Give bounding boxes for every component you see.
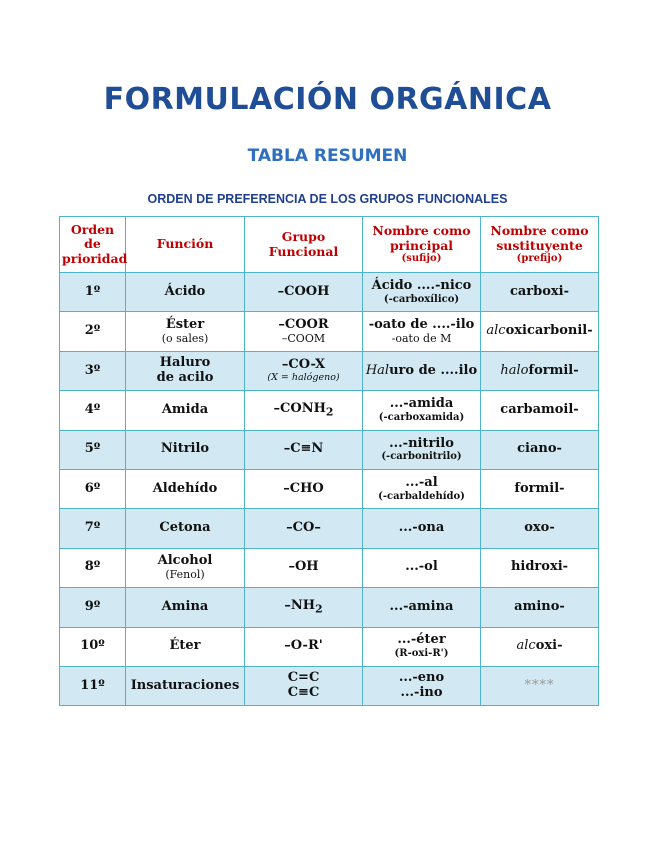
cell-grupo: –OH <box>245 548 363 587</box>
cell-sustituyente: carbamoil- <box>481 391 599 430</box>
cell-principal: Haluro de ....ilo <box>363 351 481 390</box>
cell-principal: Ácido ....-nico (-carboxílico) <box>363 273 481 312</box>
table-row <box>60 351 599 390</box>
cell-funcion: Alcohol (Fenol) <box>126 548 245 587</box>
cell-grupo: –CO– <box>245 509 363 548</box>
cell-grupo: –CO-X (X = halógeno) <box>245 351 363 390</box>
table-row <box>60 273 599 312</box>
cell-principal: ...-nitrilo (-carbonitrilo) <box>363 430 481 469</box>
cell-grupo: $-CONH_2$ <box>245 391 363 430</box>
cell-funcion: Aldehído <box>126 469 245 508</box>
header-orden: Orden de prioridad <box>60 217 126 273</box>
cell-orden: 10º <box>60 627 126 666</box>
table-row <box>60 430 599 469</box>
cell-funcion: Ácido <box>126 273 245 312</box>
cell-funcion: Éter <box>126 627 245 666</box>
table-row <box>60 391 599 430</box>
cell-funcion: Cetona <box>126 509 245 548</box>
cell-principal: -oato de ....-ilo -oato de M <box>363 312 481 351</box>
cell-funcion: Amina <box>126 588 245 627</box>
cell-orden: 5º <box>60 430 126 469</box>
cell-orden: 3º <box>60 351 126 390</box>
table-row <box>60 588 599 627</box>
table-row <box>60 469 599 508</box>
header-sustituyente: Nombre como sustituyente (prefijo) <box>481 217 599 273</box>
cell-orden: 6º <box>60 469 126 508</box>
cell-grupo: –COOH <box>245 273 363 312</box>
cell-orden: 1º <box>60 273 126 312</box>
page-subtitle: TABLA RESUMEN <box>247 146 408 166</box>
section-heading: ORDEN DE PREFERENCIA DE LOS GRUPOS FUNCIONALES <box>147 192 508 206</box>
cell-orden: 4º <box>60 391 126 430</box>
cell-grupo: C=C C≡C <box>245 666 363 705</box>
cell-sustituyente: oxo- <box>481 509 599 548</box>
cell-principal: ...-eno ...-ino <box>363 666 481 705</box>
cell-principal: ...-ona <box>363 509 481 548</box>
table-row <box>60 548 599 587</box>
cell-funcion: Insaturaciones <box>126 666 245 705</box>
cell-orden: 7º <box>60 509 126 548</box>
cell-grupo: –COOR –COOM <box>245 312 363 351</box>
cell-sustituyente: alcoxi- <box>481 627 599 666</box>
cell-grupo: $-NH_2$ <box>245 588 363 627</box>
cell-grupo: –C≡N <box>245 430 363 469</box>
table-row <box>60 666 599 705</box>
cell-sustituyente: **** <box>481 666 599 705</box>
table-row <box>60 312 599 351</box>
cell-principal: ...-ol <box>363 548 481 587</box>
header-principal: Nombre como principal (sufijo) <box>363 217 481 273</box>
table-row <box>60 627 599 666</box>
cell-sustituyente: hidroxi- <box>481 548 599 587</box>
cell-funcion: Nitrilo <box>126 430 245 469</box>
cell-funcion: Haluro de acilo <box>126 351 245 390</box>
cell-sustituyente: alcoxicarbonil- <box>481 312 599 351</box>
cell-orden: 2º <box>60 312 126 351</box>
cell-funcion: Éster (o sales) <box>126 312 245 351</box>
cell-sustituyente: formil- <box>481 469 599 508</box>
functional-groups-table <box>59 216 599 706</box>
page-title: FORMULACIÓN ORGÁNICA <box>103 82 552 117</box>
cell-grupo: –CHO <box>245 469 363 508</box>
cell-sustituyente: haloformil- <box>481 351 599 390</box>
header-grupo: Grupo Funcional <box>245 217 363 273</box>
cell-orden: 8º <box>60 548 126 587</box>
cell-orden: 11º <box>60 666 126 705</box>
cell-principal: ...-éter (R-oxi-R') <box>363 627 481 666</box>
cell-funcion: Amida <box>126 391 245 430</box>
cell-grupo: –O-R' <box>245 627 363 666</box>
cell-sustituyente: ciano- <box>481 430 599 469</box>
cell-sustituyente: carboxi- <box>481 273 599 312</box>
header-funcion: Función <box>126 217 245 273</box>
table-header-row <box>60 217 599 273</box>
cell-principal: ...-al (-carbaldehído) <box>363 469 481 508</box>
cell-sustituyente: amino- <box>481 588 599 627</box>
cell-orden: 9º <box>60 588 126 627</box>
cell-principal: ...-amina <box>363 588 481 627</box>
cell-principal: ...-amida (-carboxamida) <box>363 391 481 430</box>
table-row <box>60 509 599 548</box>
